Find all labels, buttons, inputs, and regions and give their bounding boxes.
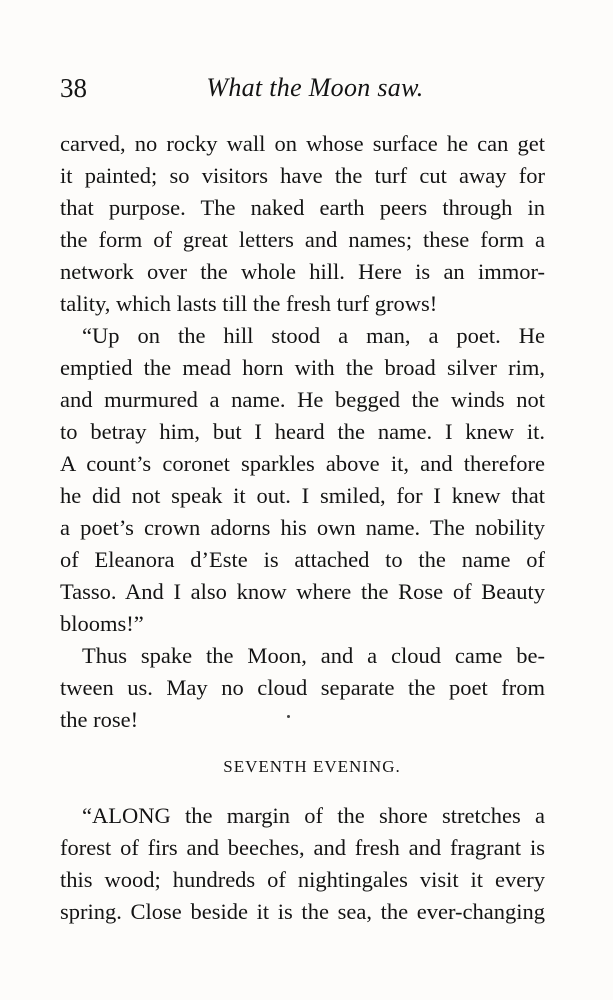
page-header [60,70,550,106]
text-line: Thus spake the Moon, and a cloud came be- [82,643,545,668]
text-line: blooms!” [60,611,144,636]
text-line: a poet’s crown adorns his own name. The nobility [60,515,545,540]
page-number: 38 [60,73,87,103]
section-heading: SEVENTH EVENING. [223,757,401,776]
text-line: the rose! [60,707,139,732]
text-line: tality, which lasts till the fresh turf grows! [60,291,438,316]
text-line: that purpose. The naked earth peers through in [60,195,545,220]
text-line: spring. Close beside it is the sea, the ever-changing [60,899,545,924]
text-line: emptied the mead horn with the broad silver rim, [60,355,545,380]
text-line: forest of firs and beeches, and fresh and fragrant is [60,835,545,860]
text-line: tween us. May no cloud separate the poet from [60,675,545,700]
stray-mark [287,715,290,718]
running-title: What the Moon saw. [206,73,424,102]
text-line: to betray him, but I heard the name. I knew it. [60,419,545,444]
text-line: network over the whole hill. Here is an immor- [60,259,545,284]
text-line: of Eleanora d’Este is attached to the name of [60,547,545,572]
text-line: A count’s coronet sparkles above it, and therefore [60,451,545,476]
text-line: the form of great letters and names; these form a [60,227,545,252]
text-line: Tasso. And I also know where the Rose of Beauty [60,579,545,604]
text-line: and murmured a name. He begged the winds not [60,387,545,412]
text-line: this wood; hundreds of nightingales visit it every [60,867,545,892]
text-line: “Up on the hill stood a man, a poet. He [82,323,545,348]
text-line: “ALONG the margin of the shore stretches a [82,803,545,828]
text-line: carved, no rocky wall on whose surface he can get [60,131,545,156]
text-line: he did not speak it out. I smiled, for I knew that [60,483,545,508]
text-line: it painted; so visitors have the turf cut away for [60,163,545,188]
